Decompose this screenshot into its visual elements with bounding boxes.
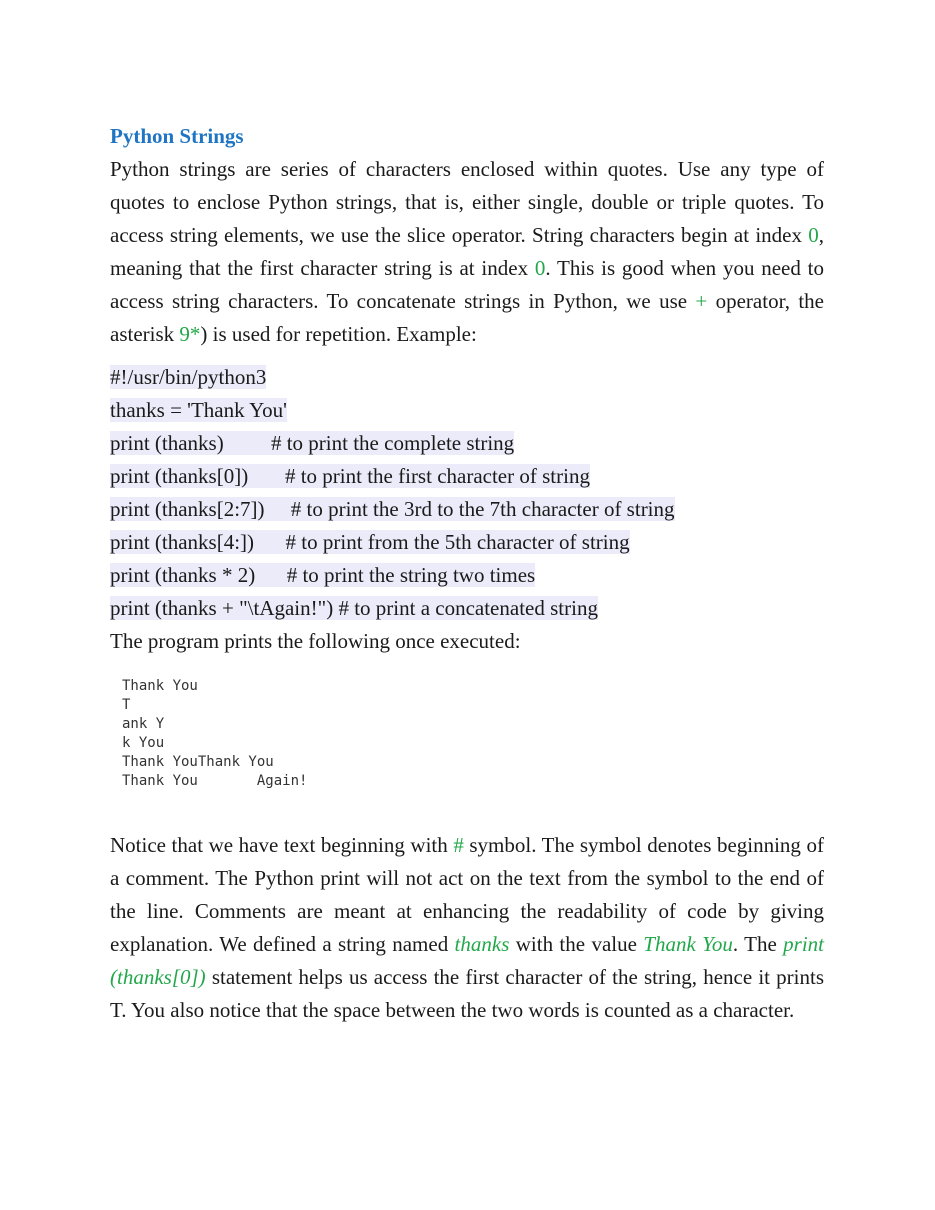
intro-text: . This is good when you need to access string characters. To concatenate strings in Python, we use — [110, 256, 824, 313]
code-block — [110, 361, 824, 625]
intro-text: , meaning that the first character string is at index — [110, 223, 824, 280]
notice-text: . The — [732, 932, 784, 956]
index-expression-highlight: (thanks[0]) — [110, 965, 206, 989]
intro-paragraph — [110, 153, 824, 351]
notice-text: symbol. The symbol denotes beginning of a comment. The Python print will not act on the text from the symbol to the end of the line. Comments are meant at enhancing the readability of code by giving explanation. We defined a string named — [110, 833, 824, 956]
document-page — [110, 120, 824, 1027]
index-zero-highlight: 0 — [534, 256, 546, 280]
hash-symbol-highlight: # — [453, 833, 464, 857]
index-zero-highlight: 0 — [808, 223, 819, 247]
print-keyword-highlight: print — [783, 932, 824, 956]
output-intro-text: The program prints the following once executed: — [110, 629, 521, 653]
code-line: #!/usr/bin/python3 — [110, 365, 267, 389]
code-line: print (thanks + "\tAgain!") # to print a concatenated string — [110, 596, 598, 620]
code-line: print (thanks) # to print the complete string — [110, 431, 515, 455]
notice-text: with the value — [509, 932, 644, 956]
asterisk-highlight: 9* — [179, 322, 201, 346]
intro-text: operator, the asterisk — [110, 289, 824, 346]
string-value-highlight: Thank You — [643, 932, 733, 956]
program-output-image: Thank You T ank Y k You Thank YouThank You Thank You Again! — [122, 678, 308, 789]
intro-text: ) is used for repetition. Example: — [200, 322, 477, 346]
code-line: thanks = 'Thank You' — [110, 398, 287, 422]
notice-text: Notice that we have text beginning with — [110, 833, 454, 857]
plus-operator-highlight: + — [695, 289, 708, 313]
code-line: print (thanks[0]) # to print the first character of string — [110, 464, 590, 488]
code-line: print (thanks * 2) # to print the string two times — [110, 563, 536, 587]
notice-paragraph — [110, 829, 824, 1027]
variable-name-highlight: thanks — [454, 932, 510, 956]
code-line: print (thanks[4:]) # to print from the 5th character of string — [110, 530, 630, 554]
code-line: print (thanks[2:7]) # to print the 3rd to the 7th character of string — [110, 497, 675, 521]
notice-text: statement helps us access the first character of the string, hence it prints T. You also notice that the space between the two words is counted as a character. — [110, 965, 824, 1022]
section-heading: Python Strings — [110, 124, 244, 148]
intro-text: Python strings are series of characters enclosed within quotes. Use any type of quotes to enclose Python strings, that is, either single, double or triple quotes. To access string elements, we use the slice operator. String characters begin at index — [110, 157, 824, 247]
